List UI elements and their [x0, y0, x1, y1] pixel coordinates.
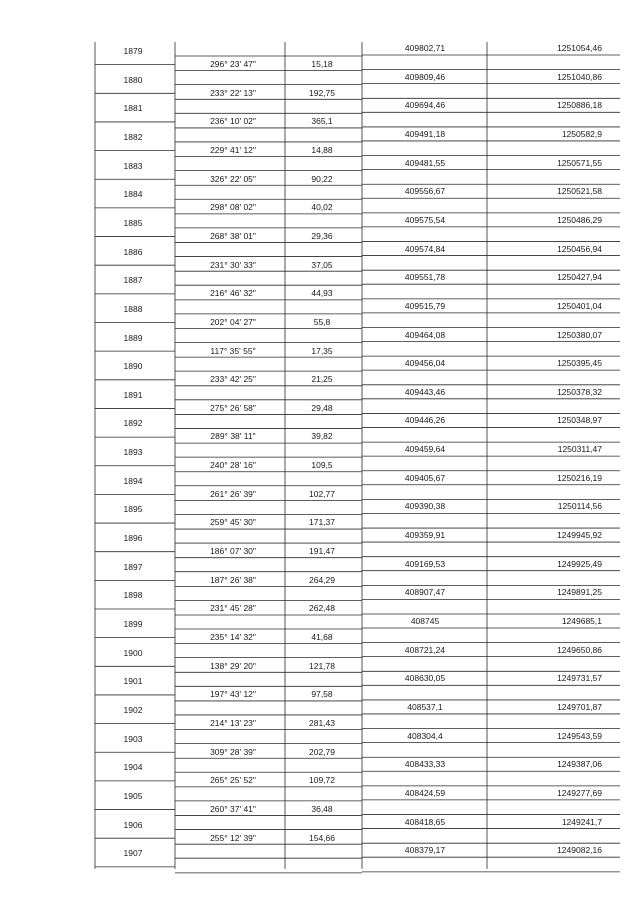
point-number: 1883: [123, 160, 143, 171]
direction-angle: 216° 46' 32": [210, 288, 256, 299]
coord-y: 1250311,47: [557, 444, 602, 455]
coord-y: 1249650,86: [557, 644, 602, 655]
direction-angle: 309° 28' 39": [210, 746, 256, 757]
coord-y: 1249685,1: [561, 616, 602, 626]
coord-y: 1250216,19: [557, 472, 602, 483]
coord-y: 1250348,97: [557, 415, 602, 426]
point-number: 1879: [123, 46, 143, 56]
coord-y: 1249277,69: [557, 787, 602, 798]
segment-length: 109,72: [309, 775, 335, 786]
coord-x: 408433,33: [404, 759, 446, 770]
segment-length: 36,48: [311, 803, 333, 814]
segment-length: 15,18: [311, 59, 333, 69]
coord-x: 409456,04: [404, 358, 446, 369]
point-number: 1895: [123, 504, 143, 515]
coord-y: 1250886,18: [557, 100, 602, 111]
segment-length: 40,02: [311, 202, 333, 213]
segment-length: 29,36: [311, 230, 333, 241]
segment-length: 202,79: [309, 746, 335, 757]
coord-y: 1249925,49: [557, 558, 602, 569]
point-number: 1885: [123, 217, 143, 228]
segment-length: 90,22: [311, 173, 333, 184]
coord-y: 1250582,9: [561, 128, 602, 139]
coord-y: 1251054,46: [557, 43, 602, 53]
direction-angle: 214° 13' 23": [210, 717, 256, 728]
coord-y: 1249543,59: [557, 730, 602, 741]
direction-angle: 187° 26' 38": [210, 574, 256, 585]
point-number: 1888: [123, 303, 143, 314]
direction-angle: 298° 08' 02": [210, 202, 256, 213]
coord-x: 409515,79: [404, 300, 446, 311]
segment-length: 102,77: [309, 488, 335, 499]
segment-length: 281,43: [309, 717, 335, 728]
coord-y: 1249241,7: [561, 816, 602, 827]
point-number: 1886: [123, 246, 143, 257]
point-number: 1899: [123, 619, 143, 629]
coord-y: 1249701,87: [557, 701, 602, 712]
coord-y: 1249731,57: [557, 673, 602, 684]
segment-length: 264,29: [309, 574, 335, 585]
coord-y: 1249945,92: [557, 530, 602, 541]
coord-x: 408304,4: [407, 730, 443, 741]
coord-x: 409694,46: [404, 100, 446, 111]
direction-angle: 268° 38' 01": [210, 230, 256, 241]
point-number: 1900: [123, 647, 143, 658]
point-number: 1905: [123, 790, 143, 801]
coord-x: 409459,64: [404, 444, 446, 455]
direction-angle: 233° 22' 13": [210, 87, 256, 98]
segment-length: 365,1: [311, 116, 333, 127]
direction-angle: 265° 25' 52": [210, 775, 256, 786]
coord-x: 409481,55: [404, 157, 446, 168]
point-number: 1898: [123, 590, 143, 601]
direction-angle: 117° 35' 55": [210, 345, 256, 356]
direction-angle: 259° 45' 30": [210, 517, 256, 528]
coord-y: 1250427,94: [557, 272, 602, 283]
direction-angle: 261° 26' 39": [210, 488, 256, 499]
segment-length: 191,47: [309, 546, 335, 557]
segment-length: 21,25: [311, 374, 333, 385]
coord-x: 408418,65: [404, 816, 446, 827]
direction-angle: 138° 29' 20": [210, 660, 256, 671]
direction-angle: 326° 22' 05": [210, 173, 256, 184]
coord-y: 1251040,86: [557, 71, 602, 82]
point-number: 1889: [123, 332, 143, 343]
coord-x: 409446,26: [404, 415, 446, 426]
coord-y: 1249891,25: [557, 587, 602, 598]
segment-length: 41,68: [311, 632, 333, 642]
point-number: 1892: [123, 418, 143, 429]
point-number: 1881: [123, 103, 143, 114]
point-number: 1887: [123, 275, 143, 286]
point-number: 1894: [123, 475, 143, 486]
point-number: 1901: [123, 676, 143, 687]
direction-angle: 240° 28' 16": [210, 460, 256, 471]
direction-angle: 233° 42' 25": [210, 374, 256, 385]
point-number: 1882: [123, 131, 143, 142]
segment-length: 14,88: [311, 144, 333, 155]
coord-x: 409575,54: [404, 214, 446, 225]
coord-x: 409443,46: [404, 386, 446, 397]
coord-x: 409169,53: [404, 558, 446, 569]
point-number: 1884: [123, 189, 143, 200]
coord-y: 1250380,07: [557, 329, 602, 340]
point-number: 1891: [123, 389, 143, 400]
direction-angle: 231° 45' 28": [210, 603, 256, 614]
coord-x: 409809,46: [404, 71, 446, 82]
coord-y: 1250486,29: [557, 214, 602, 225]
point-number: 1907: [123, 848, 143, 859]
direction-angle: 202° 04' 27": [210, 316, 256, 327]
segment-length: 29,48: [311, 402, 333, 413]
segment-length: 97,58: [311, 689, 333, 700]
direction-angle: 235° 14' 32": [210, 632, 256, 642]
point-number: 1904: [123, 762, 143, 773]
direction-angle: 236° 10' 02": [210, 116, 256, 127]
coord-x: 408745: [410, 616, 440, 626]
coord-x: 408537,1: [407, 701, 443, 712]
coord-x: 409574,84: [404, 243, 446, 254]
segment-length: 37,05: [311, 259, 333, 270]
segment-length: 17,35: [311, 345, 333, 356]
coord-x: 409405,67: [404, 472, 446, 483]
coord-y: 1249387,06: [557, 759, 602, 770]
point-number: 1896: [123, 533, 143, 544]
direction-angle: 231° 30' 33": [210, 259, 256, 270]
direction-angle: 255° 12' 39": [210, 832, 256, 843]
coord-x: 408907,47: [404, 587, 446, 598]
point-number: 1903: [123, 733, 143, 744]
coord-y: 1250378,32: [557, 386, 602, 397]
coord-x: 409464,08: [404, 329, 446, 340]
point-number: 1893: [123, 447, 143, 458]
segment-length: 121,78: [309, 660, 335, 671]
coord-x: 409802,71: [404, 43, 446, 53]
coord-x: 408630,05: [404, 673, 446, 684]
segment-length: 55,8: [313, 316, 331, 327]
segment-length: 154,66: [309, 832, 335, 843]
direction-angle: 275° 26' 58": [210, 402, 256, 413]
direction-angle: 289° 38' 11": [210, 431, 256, 442]
coord-y: 1250114,56: [557, 501, 602, 512]
direction-angle: 186° 07' 30": [210, 546, 256, 557]
segment-length: 39,82: [311, 431, 333, 442]
point-number: 1902: [123, 704, 143, 715]
coord-x: 409551,78: [404, 272, 446, 283]
direction-angle: 229° 41' 12": [210, 144, 256, 155]
point-number: 1880: [123, 74, 143, 85]
coord-x: 409491,18: [404, 128, 446, 139]
point-number: 1890: [123, 361, 143, 372]
point-number: 1906: [123, 819, 143, 830]
segment-length: 262,48: [309, 603, 335, 614]
segment-length: 44,93: [311, 288, 333, 299]
coord-y: 1250456,94: [557, 243, 602, 254]
coord-y: 1250401,04: [557, 300, 602, 311]
segment-length: 192,75: [309, 87, 335, 98]
coord-x: 409556,67: [404, 186, 446, 197]
segment-length: 171,37: [309, 517, 335, 528]
coord-y: 1250571,55: [557, 157, 602, 168]
direction-angle: 296° 23' 47": [210, 59, 256, 69]
coord-y: 1250395,45: [557, 358, 602, 369]
segment-length: 109,5: [311, 460, 333, 471]
coord-x: 408721,24: [404, 644, 446, 655]
coord-y: 1249082,16: [557, 845, 602, 856]
coord-x: 409359,91: [404, 530, 446, 541]
coord-y: 1250521,58: [557, 186, 602, 197]
direction-angle: 260° 37' 41": [210, 803, 256, 814]
coord-x: 408424,59: [404, 787, 446, 798]
point-number: 1897: [123, 561, 143, 572]
coord-x: 408379,17: [404, 845, 446, 856]
direction-angle: 197° 43' 12": [210, 689, 256, 700]
coord-x: 409390,38: [404, 501, 446, 512]
